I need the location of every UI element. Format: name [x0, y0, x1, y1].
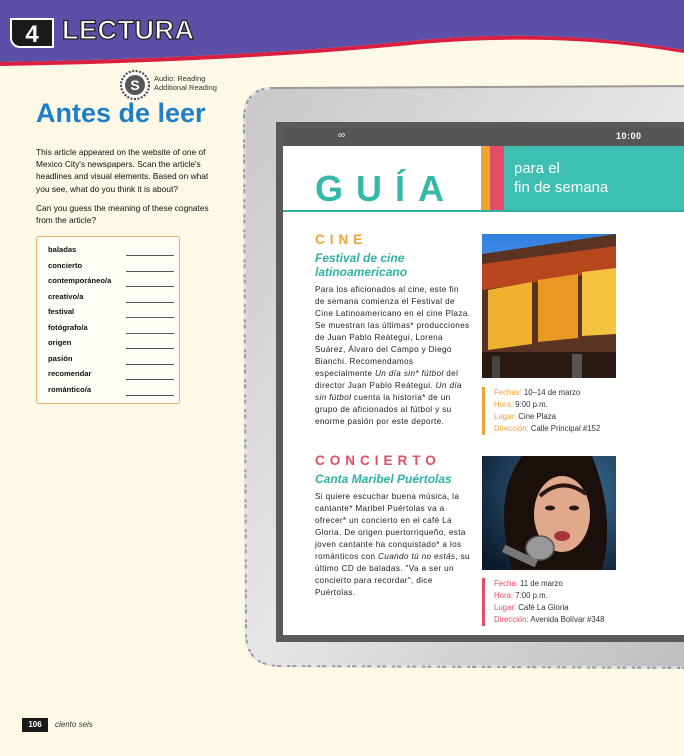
answer-line[interactable]	[126, 302, 174, 303]
singer-photo	[482, 456, 616, 570]
answer-line[interactable]	[126, 317, 174, 318]
answer-line[interactable]	[126, 255, 174, 256]
status-bar	[283, 128, 684, 146]
cognates-question: Can you guess the meaning of these cognates from the article?	[36, 203, 209, 226]
vocab-word: romántico/a	[48, 384, 92, 394]
album-title: Cuando tú no estás	[378, 552, 456, 561]
page-number-word: ciento seis	[55, 720, 93, 729]
wifi-icon: ∞	[338, 130, 346, 141]
vocab-word: pasión	[48, 353, 73, 363]
vocab-word: festival	[48, 307, 75, 316]
answer-line[interactable]	[126, 395, 174, 396]
answer-line[interactable]	[126, 286, 174, 287]
vocab-row	[48, 307, 174, 321]
answer-line[interactable]	[126, 333, 174, 334]
banner-rule	[283, 210, 684, 212]
chapter-number: 4	[10, 18, 54, 48]
concierto-subtitle: Canta Maribel Puértolas	[315, 472, 452, 486]
info-row: Fechas: 10–14 de marzo	[494, 388, 581, 397]
banner-line-2: fin de semana	[514, 179, 609, 196]
info-row: Lugar: Cine Plaza	[494, 412, 556, 421]
cine-info	[482, 387, 684, 435]
answer-line[interactable]	[126, 271, 174, 272]
banner-line-1: para el	[514, 160, 560, 177]
cine-subtitle: Festival de cine latinoamericano	[315, 251, 408, 279]
vocab-row	[48, 245, 174, 259]
concierto-heading: CONCIERTO	[315, 453, 441, 468]
vocab-word: recomendar	[48, 369, 92, 378]
section-title: LECTURA	[62, 15, 195, 45]
vocab-word: origen	[48, 338, 72, 347]
status-time: 10:00	[616, 131, 642, 141]
banner-subtitle-box	[504, 146, 684, 210]
cine-body: Para los aficionados al cine, este fin de semana comienza el Festival de Cine Latinoamericano en el cine Plaza. Se muestran las últimas* producciones de Juan Pablo Reátegui, Lorena Suárez, Álvaro del Campo y Diego Bianchi. Recomendamos especialmente Un día sin* fútbol del director Juan Pablo Reátegui. Un día sin fútbol cuenta la historia* de un grupo de aficionados al fútbol y su enorme pasión por este deporte.	[315, 285, 471, 426]
svg-text:S: S	[130, 77, 140, 93]
additional-reading-label: Additional Reading	[154, 83, 217, 92]
film-title: Un día sin fútbol	[315, 381, 462, 402]
tablet-screen	[283, 128, 684, 635]
vocab-box	[36, 236, 180, 404]
answer-line[interactable]	[126, 364, 174, 365]
banner-word: GUÍA	[315, 168, 457, 209]
info-row: Fecha: 11 de marzo	[494, 579, 563, 588]
vocab-row	[48, 292, 174, 306]
concierto-info	[482, 578, 684, 626]
vocab-word: creativo/a	[48, 291, 84, 301]
vocab-row	[48, 354, 174, 368]
page-number: 106	[22, 718, 48, 732]
audio-reading-icon	[120, 70, 150, 100]
vocab-word: concierto	[48, 260, 83, 270]
answer-line[interactable]	[126, 379, 174, 380]
vocab-word: fotógrafo/a	[48, 322, 88, 332]
cine-heading: CINE	[315, 232, 368, 247]
film-title: Un día sin* fútbol	[374, 369, 444, 378]
audio-reading-label: Audio: Reading	[154, 74, 206, 83]
info-row: Hora: 9:00 p.m.	[494, 400, 548, 409]
intro-paragraph: This article appeared on the website of one of Mexico City's newspapers. Scan the article's headlines and visual elements. Based on what you see, what do you think it is about?	[36, 147, 209, 194]
vocab-row	[48, 369, 174, 383]
info-row: Lugar: Café La Gloria	[494, 603, 569, 612]
banner-stripe-pink	[490, 146, 504, 210]
concierto-body: Si quiere escuchar buena música, la cantante* Maribel Puértolas va a ofrecer* un concierto en el café La Gloria. De origen puertorriqueño, esta joven cantante ha conquistado* a los románticos con Cuando tú no estás, su último CD de baladas. "Va a ser un concierto para recordar", dice Puértolas.	[315, 492, 470, 597]
vocab-word: baladas	[48, 245, 77, 254]
cinema-photo	[482, 234, 616, 378]
vocab-word: contemporáneo/a	[48, 276, 112, 285]
vocab-row	[48, 385, 174, 399]
vocab-row	[48, 323, 174, 337]
answer-line[interactable]	[126, 348, 174, 349]
page-title: Antes de leer	[36, 98, 206, 128]
vocab-row	[48, 276, 174, 290]
info-row: Dirección: Calle Principal #152	[494, 424, 601, 433]
info-row: Dirección: Avenida Bolívar #348	[494, 615, 605, 624]
vocab-row	[48, 338, 174, 352]
banner-stripe-orange	[481, 146, 490, 210]
info-row: Hora: 7:00 p.m.	[494, 591, 548, 600]
vocab-row	[48, 261, 174, 275]
